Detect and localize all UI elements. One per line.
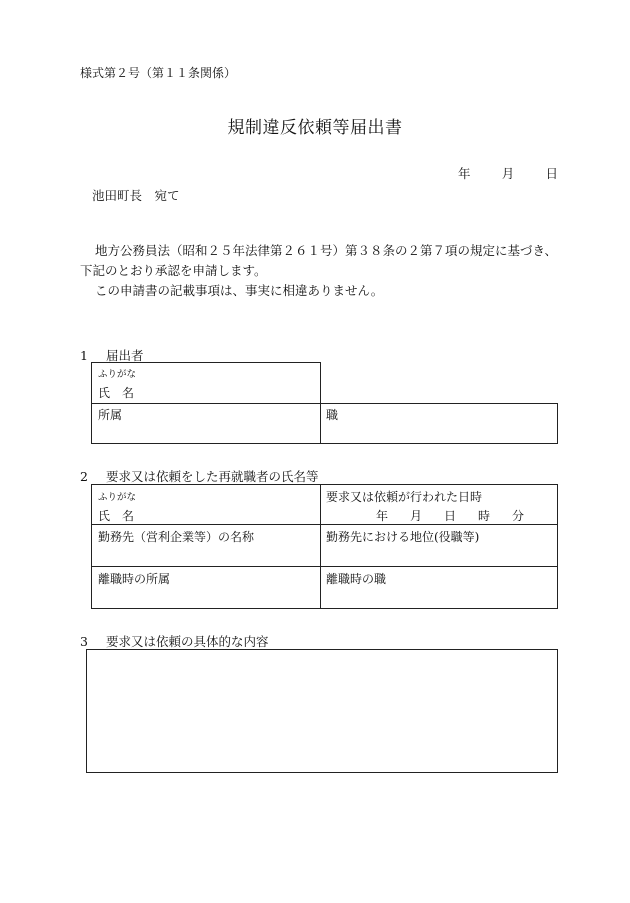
s1-divider (320, 403, 321, 444)
declaration-line-2: この申請書の記載事項は、事実に相違ありません。 (95, 283, 384, 298)
s2-furigana-label: ふりがな (98, 492, 137, 503)
s1-position-label: 職 (326, 408, 339, 422)
s1-affiliation-label: 所属 (98, 408, 123, 422)
section-3-content-box (86, 649, 558, 773)
dt-minute: 分 (511, 509, 524, 523)
declaration-paragraph (80, 241, 560, 301)
s2-retire-affiliation-label: 離職時の所属 (98, 572, 171, 586)
s2-request-datetime-label: 要求又は依頼が行われた日時 (326, 490, 483, 504)
s2-row-line-2 (91, 566, 558, 567)
section-2-heading: 2 要求又は依頼をした再就職者の氏名等 (80, 469, 319, 484)
s2-divider (320, 484, 321, 609)
section-1-affiliation-box (91, 403, 558, 444)
s2-datetime-fields (376, 507, 524, 524)
dt-hour: 時 (477, 509, 490, 523)
date-month: 月 (501, 166, 515, 181)
addressee: 池田町長 宛て (92, 188, 180, 203)
section-3-heading: 3 要求又は依頼の具体的な内容 (80, 634, 269, 649)
date-day: 日 (545, 166, 558, 181)
s1-furigana-label: ふりがな (98, 369, 137, 380)
dt-year: 年 (376, 509, 389, 523)
document-title: 規制違反依頼等届出書 (227, 118, 403, 138)
dt-month: 月 (409, 509, 422, 523)
section-2-table (91, 484, 558, 609)
declaration-line-1: 地方公務員法（昭和２５年法律第２６１号）第３８条の２第７項の規定に基づき、下記のとおり承認を申請します。 (80, 243, 558, 278)
section-1-heading: 1 届出者 (80, 348, 144, 363)
date-year: 年 (458, 166, 471, 181)
dt-day: 日 (443, 509, 456, 523)
s2-retire-position-label: 離職時の職 (326, 572, 387, 586)
s2-name-label: 氏 名 (98, 509, 135, 523)
s1-name-label: 氏 名 (98, 386, 135, 400)
form-reference: 様式第２号（第１１条関係） (80, 66, 237, 80)
date-line (458, 164, 558, 182)
s2-employer-position-label: 勤務先における地位(役職等) (326, 530, 480, 544)
s2-employer-name-label: 勤務先（営利企業等）の名称 (98, 530, 255, 544)
s2-row-line-1 (91, 524, 558, 525)
